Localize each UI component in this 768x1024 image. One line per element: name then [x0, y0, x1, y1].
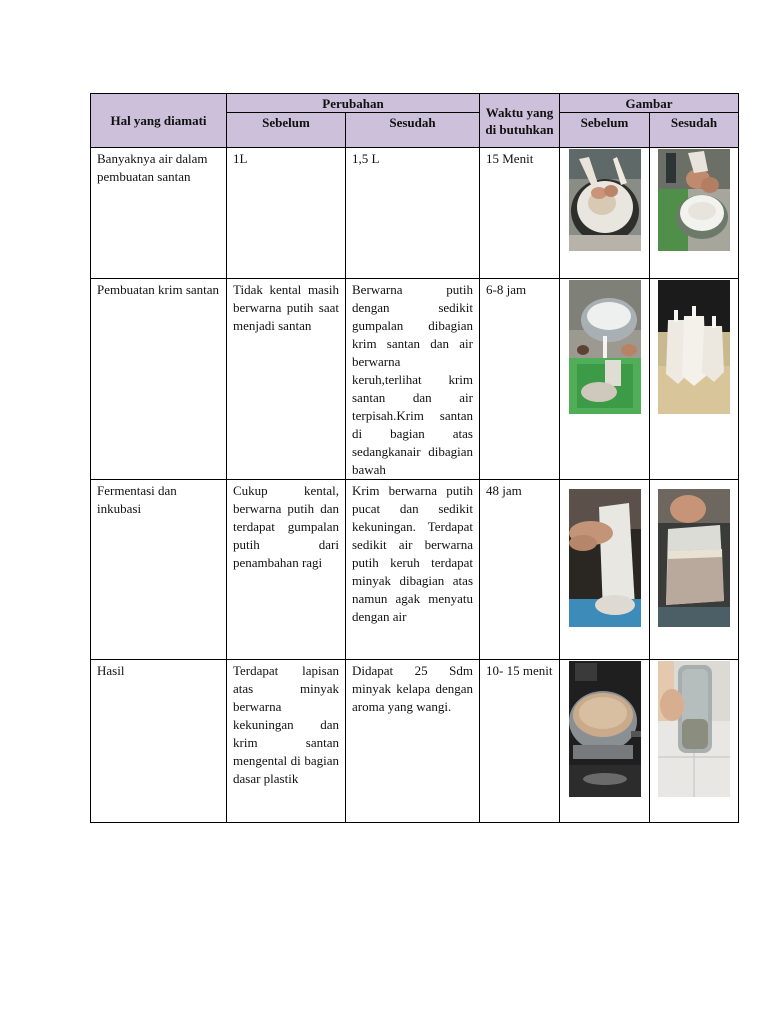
- header-after: Sesudah: [346, 113, 480, 148]
- observation-table: [90, 93, 739, 823]
- table-row: [91, 660, 739, 823]
- header-img-after: Sesudah: [650, 113, 739, 148]
- before-cell: Terdapat lapisan atas minyak berwarna kekuningan dan krim santan mengental di bagian dasar plastik: [227, 660, 346, 823]
- photo-oil-bottle-icon: [658, 661, 730, 797]
- table-row: [91, 480, 739, 660]
- header-images: Gambar: [560, 94, 739, 113]
- table-row: [91, 148, 739, 279]
- after-cell: 1,5 L: [346, 148, 480, 279]
- header-observed: Hal yang diamati: [91, 94, 227, 148]
- image-before-cell: [560, 279, 650, 480]
- image-before-cell: [560, 148, 650, 279]
- photo-bag-separated-layers-icon: [658, 489, 730, 627]
- after-cell: Didapat 25 Sdm minyak kelapa dengan aroma yang wangi.: [346, 660, 480, 823]
- observed-cell: Hasil: [91, 660, 227, 823]
- time-cell: 48 jam: [480, 480, 560, 660]
- observed-cell: Pembuatan krim santan: [91, 279, 227, 480]
- photo-pot-on-stove-icon: [569, 661, 641, 797]
- before-cell: Tidak kental masih berwarna putih saat menjadi santan: [227, 279, 346, 480]
- time-cell: 6-8 jam: [480, 279, 560, 480]
- header-time: Waktu yang di butuhkan: [480, 94, 560, 148]
- photo-pouring-santan-into-bag-icon: [569, 280, 641, 414]
- photo-hand-holding-bag-icon: [569, 489, 641, 627]
- header-img-before: Sebelum: [560, 113, 650, 148]
- photo-hanging-plastic-bags-icon: [658, 280, 730, 414]
- time-cell: 10- 15 menit: [480, 660, 560, 823]
- photo-hands-squeezing-coconut-cloth-icon: [569, 149, 641, 251]
- header-changes: Perubahan: [227, 94, 480, 113]
- image-after-cell: [650, 279, 739, 480]
- table-row: [91, 279, 739, 480]
- before-cell: Cukup kental, berwarna putih dan terdapat gumpalan putih dari penambahan ragi: [227, 480, 346, 660]
- before-cell: 1L: [227, 148, 346, 279]
- image-before-cell: [560, 660, 650, 823]
- image-after-cell: [650, 480, 739, 660]
- observed-cell: Banyaknya air dalam pembuatan santan: [91, 148, 227, 279]
- after-cell: Berwarna putih dengan sedikit gumpalan dibagian krim santan dan air berwarna keruh,terlihat krim santan dan air terpisah.Krim santan di bagian atas sedangkanair dibagian bawah: [346, 279, 480, 480]
- header-before: Sebelum: [227, 113, 346, 148]
- observed-cell: Fermentasi dan inkubasi: [91, 480, 227, 660]
- image-after-cell: [650, 148, 739, 279]
- after-cell: Krim berwarna putih pucat dan sedikit kekuningan. Terdapat sedikit air berwarna putih keruh terdapat minyak dibagian atas namun agak menyatu dengan air: [346, 480, 480, 660]
- image-after-cell: [650, 660, 739, 823]
- time-cell: 15 Menit: [480, 148, 560, 279]
- photo-hands-over-bowl-icon: [658, 149, 730, 251]
- image-before-cell: [560, 480, 650, 660]
